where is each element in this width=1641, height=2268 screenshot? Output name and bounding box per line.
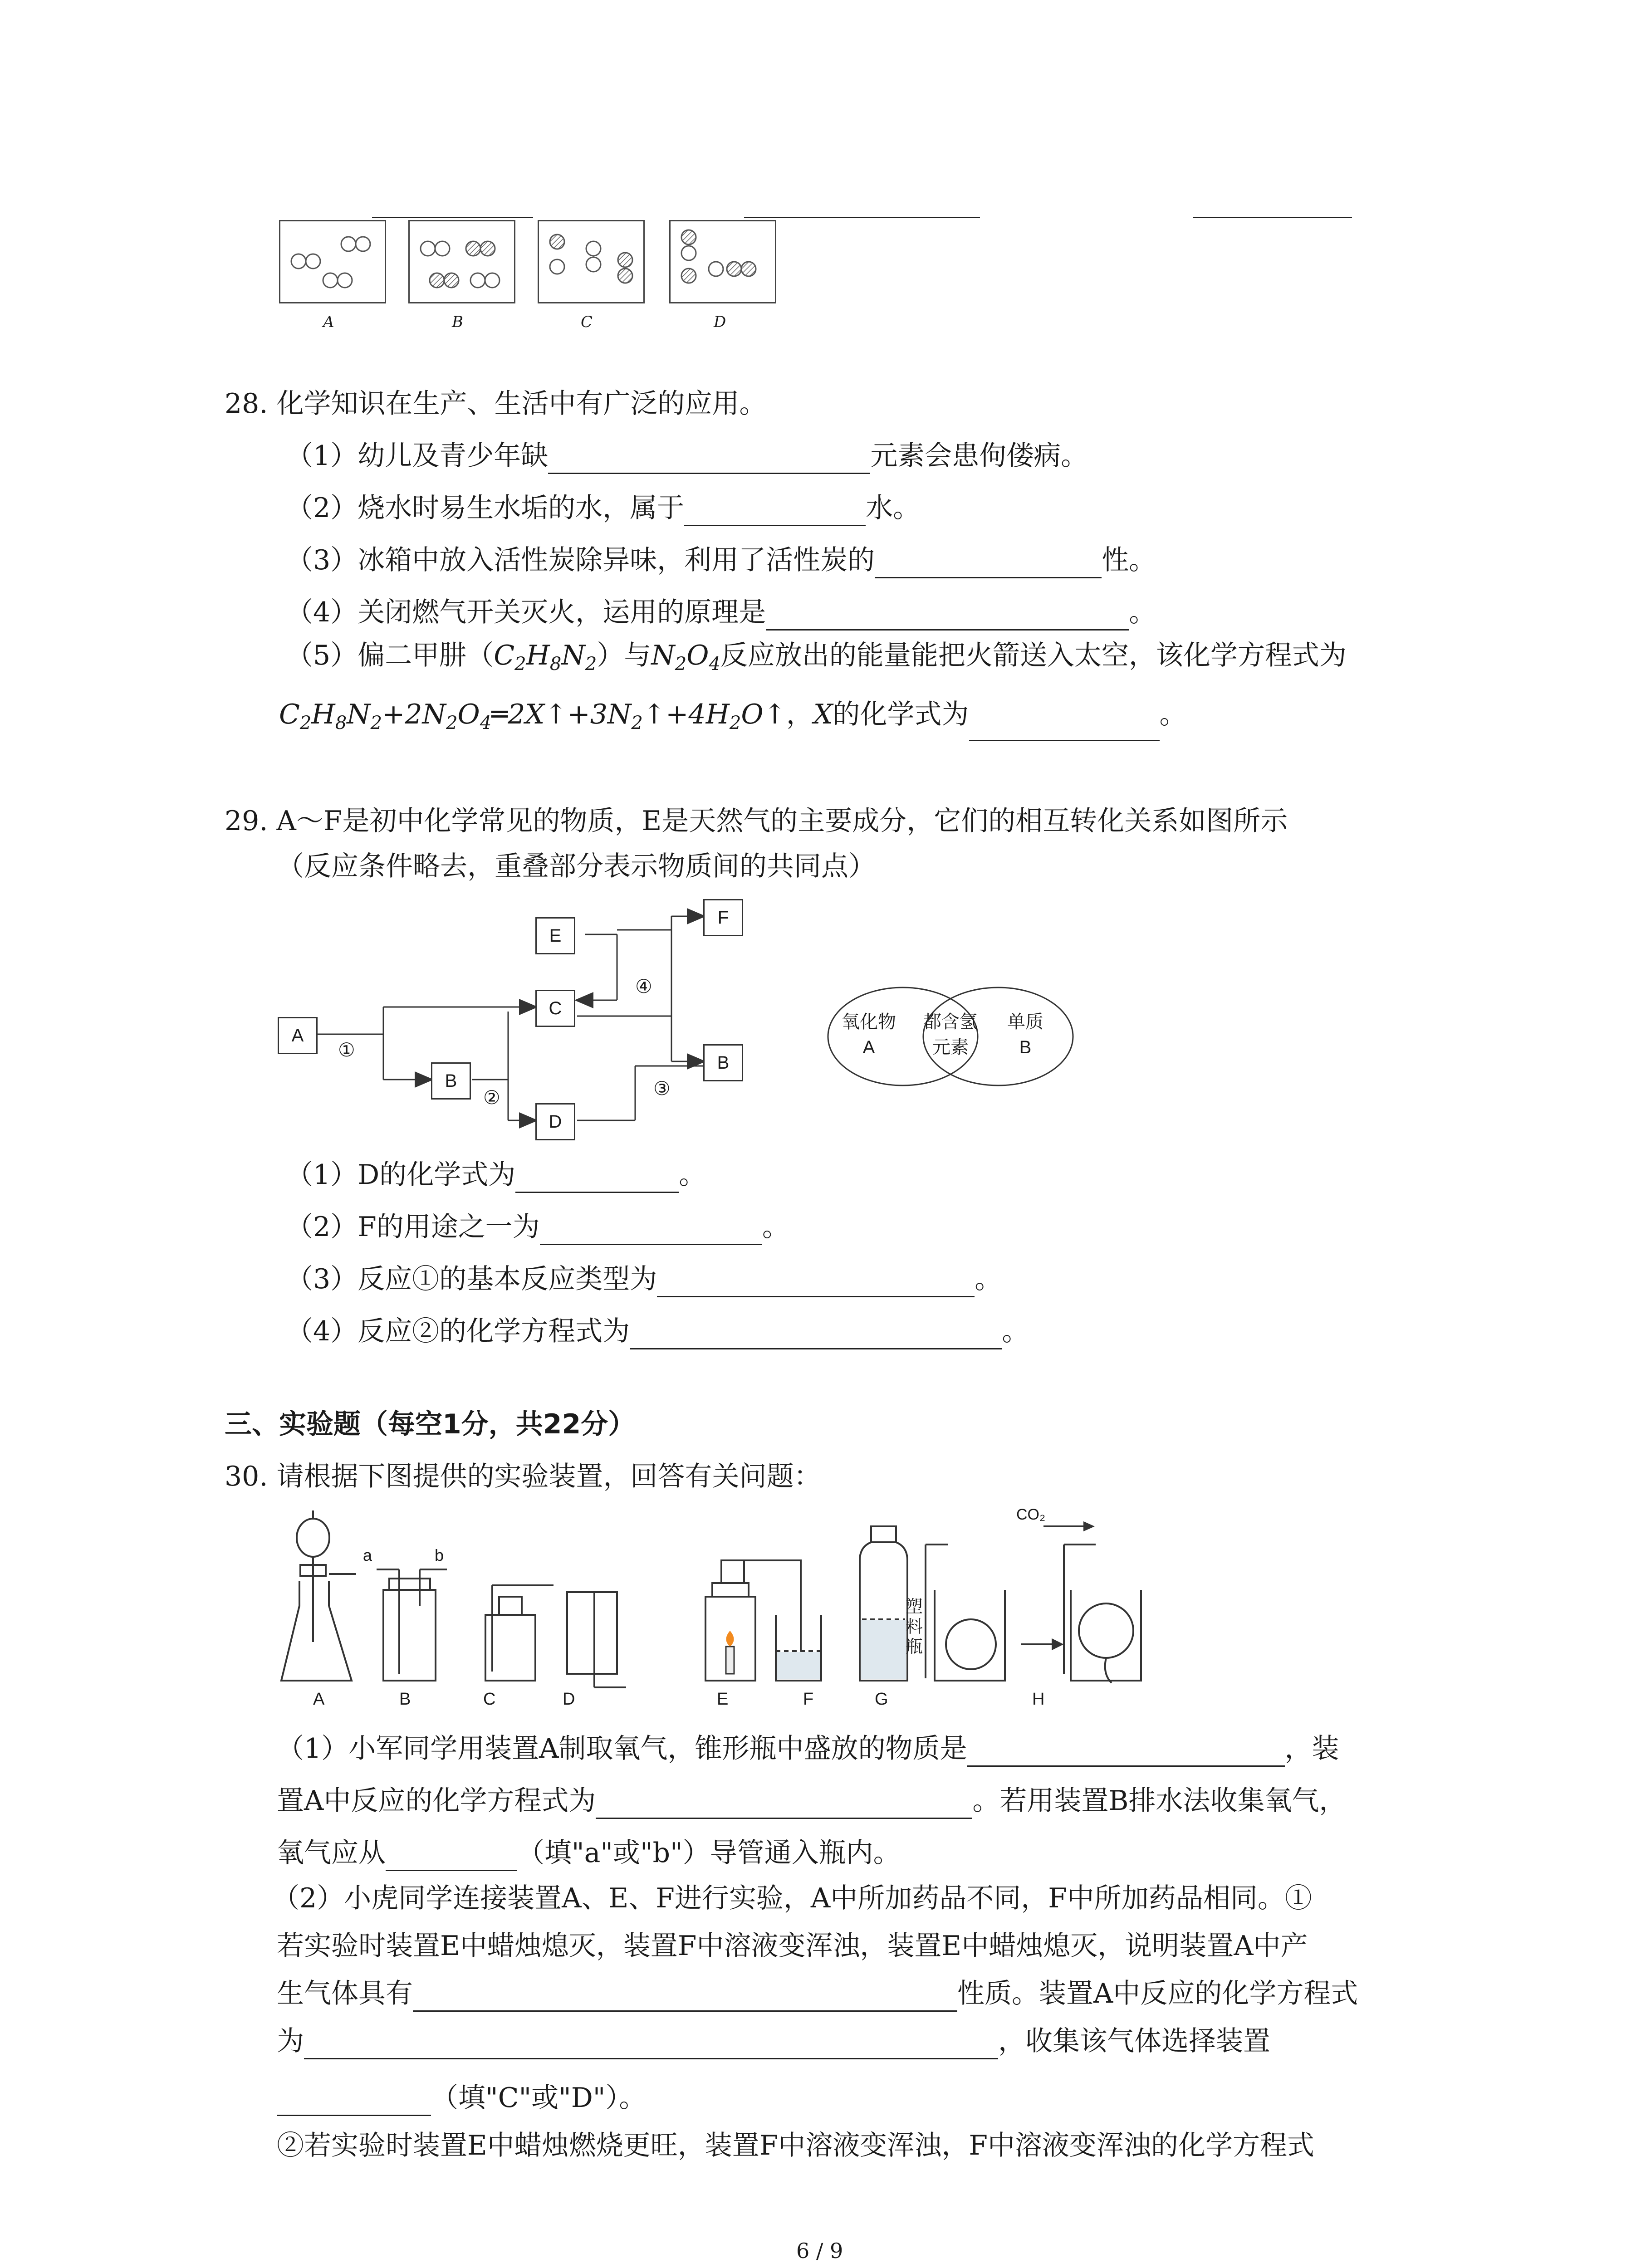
apparatus-label: E (717, 1690, 729, 1709)
answer-blank[interactable] (967, 1736, 1285, 1767)
answer-blank[interactable] (515, 1163, 679, 1193)
prompt-text: 。 (762, 1211, 789, 1243)
plastic-bottle-text (906, 1597, 923, 1657)
q30-line8 (277, 2080, 646, 2116)
prompt-text: 的化学式为 (833, 699, 969, 730)
answer-blank[interactable] (766, 600, 1129, 631)
prompt-text: （填"C"或"D"）。 (431, 2082, 647, 2114)
prompt-text: （4）关闭燃气开关灭火，运用的原理是 (286, 596, 766, 628)
question-29-stem-cont: （反应条件略去，重叠部分表示物质间的共同点） (277, 850, 876, 882)
answer-blank[interactable] (657, 1267, 975, 1297)
prompt-text: 性。 (1102, 544, 1156, 576)
molecule-drawing (671, 221, 775, 302)
step-label-1: ① (338, 1039, 355, 1061)
section-heading: 三、实验题（每空1分，共22分） (225, 1408, 636, 1440)
prompt-text: （2）烧水时易生水垢的水，属于 (286, 492, 685, 524)
venn-text: 单质 (1007, 1012, 1043, 1032)
prompt-text: 水。 (866, 492, 921, 524)
prompt-text: （5）偏二甲肼（ (286, 640, 494, 671)
answer-blank[interactable] (1193, 217, 1352, 218)
tube-label-b: b (435, 1546, 444, 1564)
venn-text: 氧化物 (842, 1012, 896, 1032)
venn-text: 元素 (932, 1037, 969, 1057)
prompt-text: 。 (975, 1263, 1002, 1295)
step-label-2: ② (483, 1086, 500, 1109)
q28-part2 (286, 490, 920, 526)
venn-text: B (1019, 1037, 1032, 1057)
tube-label-a: a (363, 1546, 372, 1564)
particle-panel-d (669, 220, 776, 303)
node-f: F (703, 899, 743, 936)
q30-line7 (277, 2023, 1270, 2059)
q28-part5 (286, 637, 1347, 682)
formula-c2h8n2: $C_2H_8N_2$ (494, 640, 597, 675)
prompt-text: （1）D的化学式为 (286, 1159, 516, 1191)
prompt-text: 性质。装置A中反应的化学方程式 (957, 1978, 1358, 2009)
molecule-drawing (539, 221, 643, 302)
question-number: 30. (225, 1461, 268, 1492)
co2-label: CO₂ (1016, 1506, 1046, 1523)
prompt-text: 。若用装置B排水法收集氧气， (972, 1785, 1347, 1817)
answer-blank[interactable] (596, 1789, 972, 1819)
prompt-text: ，装 (1284, 1733, 1339, 1765)
prompt-text: 。 (1129, 596, 1156, 628)
q30-line9: ②若实验时装置E中蜡烛燃烧更旺，装置F中溶液变浑浊，F中溶液变浑浊的化学方程式 (277, 2130, 1315, 2161)
particle-panel-a (279, 220, 386, 303)
apparatus-label: D (563, 1690, 575, 1709)
prompt-text: 元素会患佝偻病。 (870, 440, 1088, 472)
node-d: D (535, 1103, 575, 1140)
answer-blank[interactable] (304, 2029, 998, 2059)
q30-line1 (277, 1730, 1339, 1767)
answer-blank[interactable] (540, 1215, 762, 1245)
prompt-text: 。 (1002, 1315, 1029, 1347)
step-label-4: ④ (635, 975, 652, 997)
node-b-product: B (703, 1044, 743, 1081)
answer-blank[interactable] (684, 496, 866, 526)
prompt-text: （4）反应②的化学方程式为 (286, 1315, 630, 1347)
molecule-drawing (410, 221, 514, 302)
q29-part4 (286, 1313, 1029, 1349)
question-text: A～F是初中化学常见的物质，E是天然气的主要成分，它们的相互转化关系如图所示 (276, 805, 1288, 837)
apparatus-label: G (875, 1690, 888, 1709)
panel-label: C (581, 313, 593, 331)
step-label-3: ③ (653, 1077, 671, 1100)
panel-label: A (323, 313, 334, 331)
answer-blank[interactable] (744, 217, 980, 218)
q30-line6 (277, 1975, 1358, 2012)
q28-part3 (286, 542, 1156, 578)
question-number: 28. (225, 388, 268, 420)
bottle-char: 瓶 (906, 1637, 923, 1657)
apparatus-label: F (803, 1690, 814, 1709)
prompt-text: （1）小军同学用装置A制取氧气，锥形瓶中盛放的物质是 (277, 1733, 967, 1765)
bottle-char: 塑 (906, 1597, 923, 1617)
prompt-text: ，收集该气体选择装置 (998, 2025, 1270, 2057)
flow-arrows (272, 889, 771, 1152)
particle-panel-b (408, 220, 515, 303)
venn-text: A (862, 1037, 875, 1057)
prompt-text: （2）F的用途之一为 (286, 1211, 540, 1243)
panel-label: D (714, 313, 726, 331)
prompt-text: （3）冰箱中放入活性炭除异味，利用了活性炭的 (286, 544, 875, 576)
question-29-stem (225, 803, 1288, 839)
prompt-text: ）与 (597, 640, 652, 671)
q30-line4: （2）小虎同学连接装置A、E、F进行实验，A中所加药品不同，F中所加药品相同。① (272, 1882, 1312, 1914)
question-text: 化学知识在生产、生活中有广泛的应用。 (276, 388, 767, 420)
prompt-text: 。 (679, 1159, 706, 1191)
prompt-text: 氧气应从 (277, 1837, 386, 1869)
prompt-text: （1）幼儿及青少年缺 (286, 440, 549, 472)
prompt-text: 。 (1159, 699, 1187, 730)
answer-blank[interactable] (969, 711, 1160, 741)
venn-left-label (835, 1009, 903, 1060)
q30-line5: 若实验时装置E中蜡烛熄灭，装置F中溶液变浑浊，装置E中蜡烛熄灭，说明装置A中产 (277, 1930, 1308, 1962)
node-c: C (535, 990, 575, 1027)
answer-blank[interactable] (413, 1981, 957, 2012)
answer-blank[interactable] (372, 217, 533, 218)
q30-line3 (277, 1835, 901, 1871)
molecule-drawing (280, 221, 385, 302)
q29-part2 (286, 1209, 789, 1245)
formula-n2o4: $N_2O_4$ (651, 640, 720, 675)
question-number: 29. (225, 805, 268, 837)
node-e: E (535, 917, 575, 954)
q28-part1 (286, 438, 1088, 474)
prompt-text: 置A中反应的化学方程式为 (277, 1785, 596, 1817)
answer-blank[interactable] (277, 2086, 431, 2116)
apparatus-label: B (399, 1690, 411, 1709)
q28-equation: $C_2H_8N_2+2N_2O_4═2X↑+3N_2↑+4H_2O↑$，X的化学式为 。 (279, 696, 1187, 741)
answer-blank[interactable] (630, 1319, 1002, 1349)
node-a: A (278, 1017, 318, 1054)
page-number: 6 / 9 (796, 2239, 843, 2263)
prompt-text: （3）反应①的基本反应类型为 (286, 1263, 657, 1295)
q29-part3 (286, 1261, 1002, 1297)
prompt-text: （填"a"或"b"）导管通入瓶内。 (517, 1837, 901, 1869)
q29-part1 (286, 1157, 706, 1193)
prompt-text: 生气体具有 (277, 1978, 413, 2009)
question-28-stem (225, 386, 767, 422)
venn-middle-label (916, 1009, 985, 1060)
question-30-stem (225, 1458, 821, 1495)
chemical-equation: $C_2H_8N_2+2N_2O_4═2X↑+3N_2↑+4H_2O↑$ (279, 699, 786, 733)
answer-blank[interactable] (548, 444, 870, 474)
particle-panel-c (538, 220, 645, 303)
apparatus-label: H (1032, 1690, 1045, 1709)
node-b: B (431, 1062, 471, 1100)
venn-text: 都含氢 (923, 1012, 978, 1032)
apparatus-label: C (483, 1690, 496, 1709)
q30-line2 (277, 1783, 1346, 1819)
prompt-text: 为 (277, 2025, 304, 2057)
question-text: 请根据下图提供的实验装置，回答有关问题： (276, 1461, 821, 1492)
q28-part4 (286, 594, 1156, 631)
venn-right-label (991, 1009, 1059, 1060)
panel-label: B (452, 313, 463, 331)
answer-blank[interactable] (875, 548, 1102, 578)
prompt-text: 反应放出的能量能把火箭送入太空，该化学方程式为 (720, 640, 1347, 671)
answer-blank[interactable] (386, 1841, 517, 1871)
bottle-char: 料 (906, 1617, 923, 1637)
apparatus-label: A (313, 1690, 325, 1709)
